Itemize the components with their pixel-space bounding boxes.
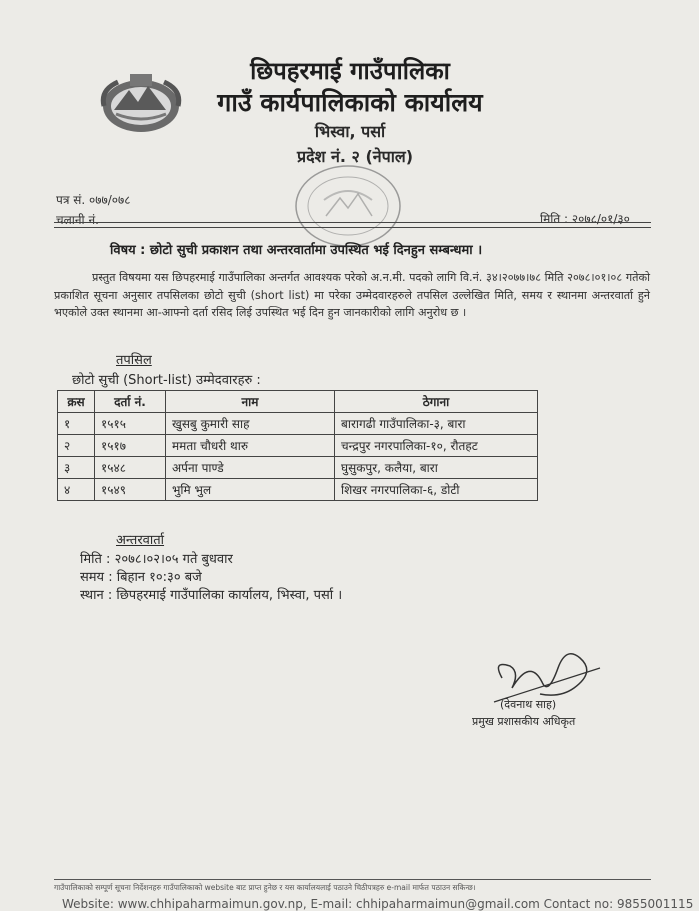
table-row bbox=[58, 435, 538, 457]
cell-regno: १५४९ bbox=[95, 479, 166, 501]
dispatch-number: चलानी नं. bbox=[56, 213, 99, 227]
header-rule-secondary bbox=[54, 227, 651, 228]
cell-serial: ३ bbox=[58, 457, 95, 479]
header-rule bbox=[54, 222, 651, 223]
cell-name: खुसबु कुमारी साह bbox=[166, 413, 335, 435]
cell-serial: २ bbox=[58, 435, 95, 457]
cell-serial: १ bbox=[58, 413, 95, 435]
cell-address: शिखर नगरपालिका-६, डोटी bbox=[335, 479, 538, 501]
cell-name: अर्पना पाण्डे bbox=[166, 457, 335, 479]
letter-date: मिति : २०७८/०१/३० bbox=[540, 212, 630, 226]
office-name: छिपहरमाई गाउँपालिका bbox=[250, 57, 450, 85]
shortlist-heading: छोटो सुची (Short-list) उम्मेदवारहरु : bbox=[72, 373, 261, 388]
col-name-header: नाम bbox=[166, 391, 335, 413]
col-regno-header: दर्ता नं. bbox=[95, 391, 166, 413]
cell-regno: १५१५ bbox=[95, 413, 166, 435]
col-serial-header: क्रस bbox=[58, 391, 95, 413]
interview-time: समय : बिहान १०:३० बजे bbox=[80, 570, 202, 585]
cell-serial: ४ bbox=[58, 479, 95, 501]
municipality-emblem bbox=[96, 70, 186, 136]
office-location: भिस्वा, पर्सा bbox=[314, 122, 386, 141]
cell-regno: १५१७ bbox=[95, 435, 166, 457]
table-row bbox=[58, 457, 538, 479]
footer-note: गाउँपालिकाको सम्पूर्ण सूचना निर्देशनहरु गाउँपालिकाको website बाट प्राप्त हुनेछ र यस कार्यालयलाई पठाउने चिठीपत्रहरु e-mail मार्फत पठाउन सकिन्छ। bbox=[54, 883, 476, 892]
province-name: प्रदेश नं. २ (नेपाल) bbox=[296, 147, 414, 166]
details-heading: तपसिल bbox=[116, 353, 152, 368]
cell-address: बारागढी गाउँपालिका-३, बारा bbox=[335, 413, 538, 435]
notice-body-text: प्रस्तुत विषयमा यस छिपहरमाई गाउँपालिका अन्तर्गत आवश्यक परेको अ.न.मी. पदको लागि वि.नं. ३४।२०७७।७८ मिति २०७८।०१।०८ गतेको प्रकाशित सूचना अनुसार तपसिलका छोटो सुची (short list) मा परेका उम्मेदवारहरुले तपसिल उल्लेखित मिति, समय र स्थानमा अन्तरवार्ता हुने भएकोले उक्त स्थानमा आ-आफ्नो दर्ता रसिद लिई उपस्थित भई दिन हुन जानकारीको लागि अनुरोध छ । bbox=[54, 271, 650, 319]
interview-place: स्थान : छिपहरमाई गाउँपालिका कार्यालय, भिस्वा, पर्सा । bbox=[80, 588, 343, 603]
candidates-table bbox=[57, 390, 538, 501]
table-row bbox=[58, 479, 538, 501]
interview-date: मिति : २०७८।०२।०५ गते बुधवार bbox=[80, 552, 233, 567]
letter-number: पत्र सं. ०७७/०७८ bbox=[56, 193, 131, 207]
footer-rule bbox=[54, 879, 651, 880]
cell-name: ममता चौधरी थारु bbox=[166, 435, 335, 457]
interview-heading: अन्तरवार्ता bbox=[116, 533, 165, 548]
footer-contact: Website: www.chhipaharmaimun.gov.np, E-mail: chhipaharmaimun@gmail.com Contact no: 9855001115 bbox=[62, 897, 694, 911]
subject-line: विषय : छोटो सुची प्रकाशन तथा अन्तरवार्तामा उपस्थित भई दिनहुन सम्बन्धमा । bbox=[110, 243, 483, 258]
cell-address: चन्द्रपुर नगरपालिका-१०, रौतहट bbox=[335, 435, 538, 457]
office-subtitle: गाउँ कार्यपालिकाको कार्यालय bbox=[217, 88, 483, 117]
notice-body bbox=[54, 269, 650, 322]
cell-address: घुसुकपुर, कलैया, बारा bbox=[335, 457, 538, 479]
signatory-name: (देवनाथ साह) bbox=[500, 698, 557, 711]
table-header-row bbox=[58, 391, 538, 413]
table-row bbox=[58, 413, 538, 435]
cell-regno: १५४८ bbox=[95, 457, 166, 479]
signatory-title: प्रमुख प्रशासकीय अधिकृत bbox=[472, 715, 576, 728]
cell-name: भुमि भुल bbox=[166, 479, 335, 501]
col-address-header: ठेगाना bbox=[335, 391, 538, 413]
